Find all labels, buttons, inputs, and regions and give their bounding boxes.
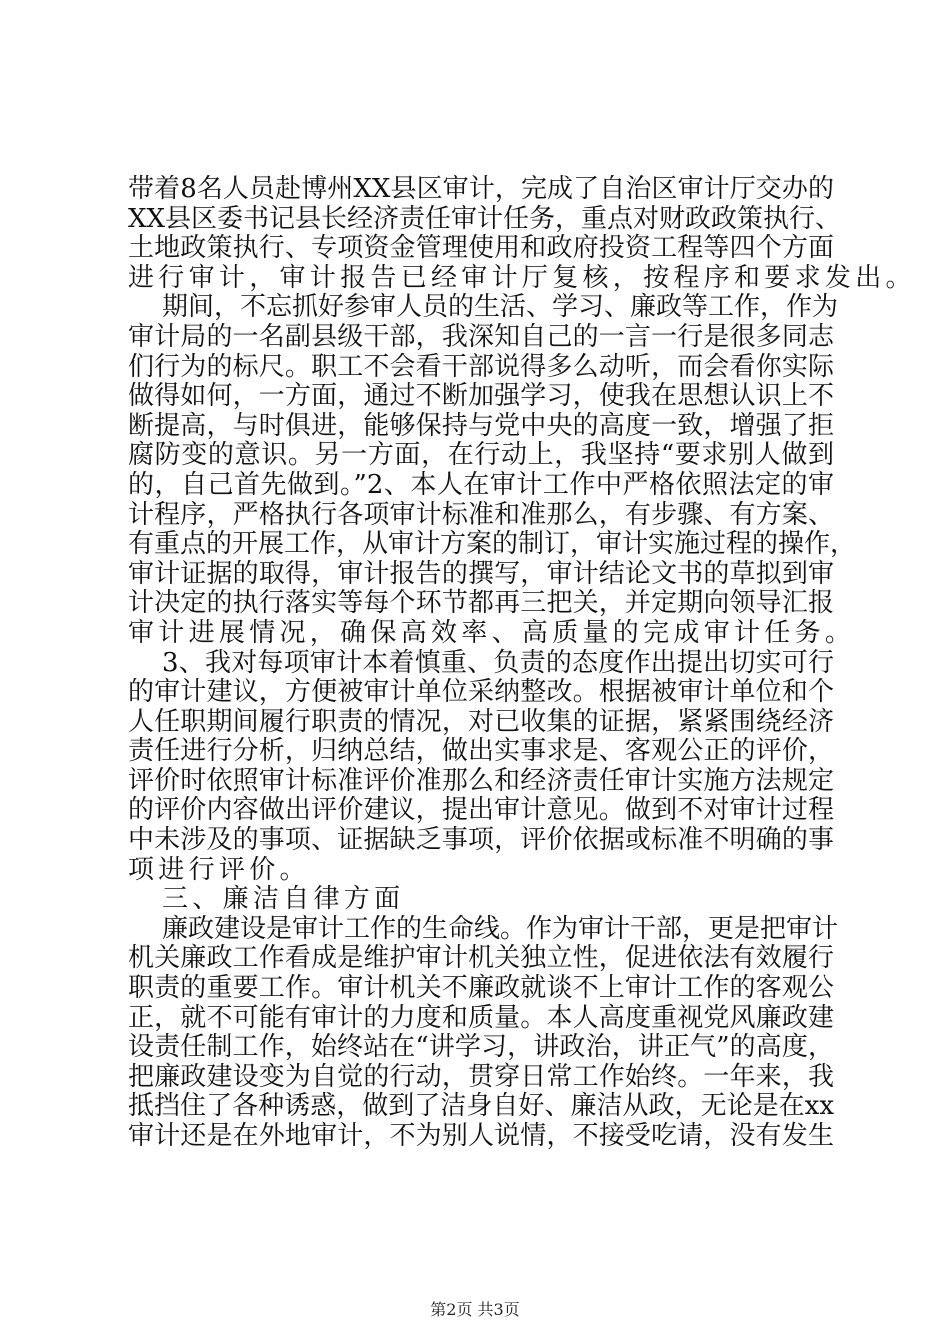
text-line: 的，自己首先做到。”2、本人在审计工作中严格依照法定的审 [128,469,834,500]
text-line: 期间，不忘抓好参审人员的生活、学习、廉政等工作，作为 [162,292,839,323]
text-line: 审计进展情况，确保高效率、高质量的完成审计任务。 [128,617,856,648]
text-line: 抵挡住了各种诱惑，做到了洁身自好、廉洁从政，无论是在xx [128,1091,834,1122]
text-line: 把廉政建设变为自觉的行动，贯穿日常工作始终。一年来，我 [128,1061,834,1092]
text-line: 3、我对每项审计本着慎重、负责的态度作出提出切实可行 [162,647,834,678]
text-line: 审计局的一名副县级干部，我深知自己的一言一行是很多同志 [128,321,834,352]
text-line: 审计还是在外地审计，不为别人说情，不接受吃请，没有发生 [128,1121,834,1151]
text-line: 设责任制工作，始终站在“讲学习，讲政治，讲正气”的高度， [128,1032,834,1063]
page-footer [0,1297,950,1320]
text-line: 三、廉洁自律方面 [162,884,405,915]
text-line: 正，就不可能有审计的力度和质量。本人高度重视党风廉政建 [128,1002,834,1033]
document-body [128,174,916,1152]
page-number: 第2页 共3页 [430,1300,520,1319]
text-line: 项进行评价。 [128,854,310,885]
text-line: 审计证据的取得，审计报告的撰写，审计结论文书的草拟到审 [128,558,834,589]
text-line: 廉政建设是审计工作的生命线。作为审计干部，更是把审计 [162,913,839,944]
text-line: 人任职期间履行职责的情况，对已收集的证据，紧紧围绕经济 [128,706,834,737]
text-line: 计程序，严格执行各项审计标准和准那么，有步骤、有方案、 [128,499,834,530]
text-line: 断提高，与时俱进，能够保持与党中央的高度一致，增强了拒 [128,410,834,441]
text-line: 做得如何，一方面，通过不断加强学习，使我在思想认识上不 [128,381,834,412]
text-line: 土地政策执行、专项资金管理使用和政府投资工程等四个方面 [128,233,834,264]
text-line: 带着8名人员赴博州XX县区审计，完成了自治区审计厅交办的 [128,174,834,204]
text-line: 有重点的开展工作，从审计方案的制订，审计实施过程的操作， [128,529,857,560]
text-line: 机关廉政工作看成是维护审计机关独立性，促进依法有效履行 [128,943,834,974]
text-line: 责任进行分析，归纳总结，做出实事求是、客观公正的评价， [128,736,834,767]
text-line: 进行审计，审计报告已经审计厅复核，按程序和要求发出。 [128,262,916,293]
text-line: 的评价内容做出评价建议，提出审计意见。做到不对审计过程 [128,795,834,826]
text-line: 的审计建议，方便被审计单位采纳整改。根据被审计单位和个 [128,677,834,708]
text-line: 们行为的标尺。职工不会看干部说得多么动听，而会看你实际 [128,351,834,382]
text-line: 职责的重要工作。审计机关不廉政就谈不上审计工作的客观公 [128,973,834,1004]
text-line: 腐防变的意识。另一方面，在行动上，我坚持“要求别人做到 [128,440,834,471]
text-line: 评价时依照审计标准评价准那么和经济责任审计实施方法规定 [128,765,834,796]
text-line: 中未涉及的事项、证据缺乏事项，评价依据或标准不明确的事 [128,825,834,856]
text-line: 计决定的执行落实等每个环节都再三把关，并定期向领导汇报 [128,588,834,619]
text-line: XX县区委书记县长经济责任审计任务，重点对财政政策执行、 [128,203,842,234]
